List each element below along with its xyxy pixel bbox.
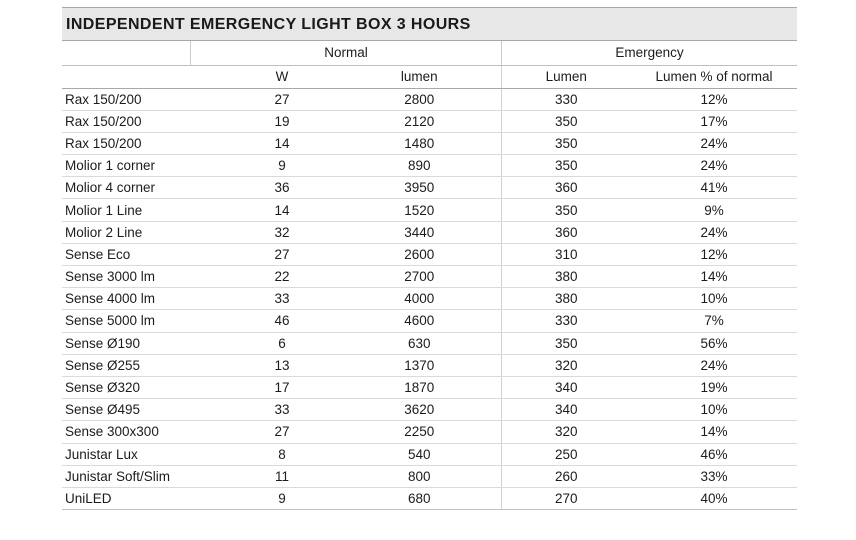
table-row	[62, 177, 797, 199]
group-header-spacer	[62, 41, 190, 65]
lumen-emergency-cell: 340	[501, 376, 631, 398]
lumen-normal-cell: 540	[338, 443, 501, 465]
lumen-pct-cell: 17%	[631, 110, 797, 132]
watt-cell: 14	[226, 132, 338, 154]
product-name-cell: Rax 150/200	[62, 110, 226, 132]
product-name-cell: Sense 3000 lm	[62, 266, 226, 288]
product-name-cell: Sense Ø190	[62, 332, 226, 354]
watt-cell: 17	[226, 376, 338, 398]
lumen-pct-cell: 9%	[631, 199, 797, 221]
product-name-cell: Sense 300x300	[62, 421, 226, 443]
table-row	[62, 221, 797, 243]
product-name-cell: Molior 4 corner	[62, 177, 226, 199]
table-title: INDEPENDENT EMERGENCY LIGHT BOX 3 HOURS	[62, 7, 797, 41]
table-row	[62, 310, 797, 332]
lumen-normal-cell: 2600	[338, 243, 501, 265]
lumen-normal-cell: 3440	[338, 221, 501, 243]
table-row	[62, 399, 797, 421]
watt-cell: 36	[226, 177, 338, 199]
lumen-emergency-cell: 380	[501, 266, 631, 288]
watt-cell: 33	[226, 288, 338, 310]
table-row	[62, 132, 797, 154]
lumen-emergency-cell: 320	[501, 421, 631, 443]
product-name-cell: Molior 2 Line	[62, 221, 226, 243]
product-name-cell: Sense 4000 lm	[62, 288, 226, 310]
lumen-emergency-cell: 350	[501, 332, 631, 354]
lumen-normal-cell: 2700	[338, 266, 501, 288]
table-row	[62, 110, 797, 132]
column-header-product	[62, 66, 226, 88]
product-name-cell: UniLED	[62, 487, 226, 509]
data-table	[62, 66, 797, 510]
lumen-emergency-cell: 330	[501, 310, 631, 332]
column-header-watt: W	[226, 66, 338, 88]
lumen-normal-cell: 1370	[338, 354, 501, 376]
lumen-pct-cell: 24%	[631, 155, 797, 177]
watt-cell: 19	[226, 110, 338, 132]
product-name-cell: Junistar Lux	[62, 443, 226, 465]
lumen-pct-cell: 10%	[631, 288, 797, 310]
lumen-pct-cell: 40%	[631, 487, 797, 509]
group-header-emergency: Emergency	[501, 41, 797, 65]
watt-cell: 22	[226, 266, 338, 288]
lumen-emergency-cell: 330	[501, 88, 631, 110]
lumen-pct-cell: 12%	[631, 88, 797, 110]
product-name-cell: Sense Ø495	[62, 399, 226, 421]
lumen-normal-cell: 1520	[338, 199, 501, 221]
lumen-normal-cell: 3620	[338, 399, 501, 421]
lumen-emergency-cell: 310	[501, 243, 631, 265]
watt-cell: 14	[226, 199, 338, 221]
column-header-lumen-emergency: Lumen	[501, 66, 631, 88]
watt-cell: 8	[226, 443, 338, 465]
table-row	[62, 199, 797, 221]
lumen-emergency-cell: 350	[501, 110, 631, 132]
group-header-normal: Normal	[190, 41, 501, 65]
watt-cell: 46	[226, 310, 338, 332]
column-header-lumen-pct: Lumen % of normal	[631, 66, 797, 88]
lumen-normal-cell: 680	[338, 487, 501, 509]
lumen-emergency-cell: 380	[501, 288, 631, 310]
watt-cell: 9	[226, 487, 338, 509]
watt-cell: 32	[226, 221, 338, 243]
table-row	[62, 288, 797, 310]
table-row	[62, 487, 797, 509]
lumen-pct-cell: 7%	[631, 310, 797, 332]
emergency-light-table	[62, 7, 797, 510]
table-row	[62, 266, 797, 288]
lumen-emergency-cell: 350	[501, 199, 631, 221]
table-row	[62, 376, 797, 398]
watt-cell: 13	[226, 354, 338, 376]
watt-cell: 9	[226, 155, 338, 177]
product-name-cell: Rax 150/200	[62, 88, 226, 110]
group-header-row	[62, 41, 797, 66]
lumen-emergency-cell: 260	[501, 465, 631, 487]
watt-cell: 27	[226, 243, 338, 265]
lumen-normal-cell: 630	[338, 332, 501, 354]
lumen-pct-cell: 24%	[631, 354, 797, 376]
table-row	[62, 332, 797, 354]
lumen-normal-cell: 4600	[338, 310, 501, 332]
product-name-cell: Molior 1 Line	[62, 199, 226, 221]
lumen-emergency-cell: 350	[501, 155, 631, 177]
lumen-pct-cell: 24%	[631, 132, 797, 154]
lumen-pct-cell: 14%	[631, 266, 797, 288]
column-header-lumen-normal: lumen	[338, 66, 501, 88]
table-row	[62, 465, 797, 487]
lumen-pct-cell: 19%	[631, 376, 797, 398]
watt-cell: 27	[226, 88, 338, 110]
lumen-normal-cell: 3950	[338, 177, 501, 199]
lumen-emergency-cell: 360	[501, 177, 631, 199]
lumen-pct-cell: 33%	[631, 465, 797, 487]
lumen-normal-cell: 2800	[338, 88, 501, 110]
lumen-emergency-cell: 340	[501, 399, 631, 421]
table-body	[62, 88, 797, 510]
table-row	[62, 243, 797, 265]
lumen-pct-cell: 14%	[631, 421, 797, 443]
lumen-pct-cell: 46%	[631, 443, 797, 465]
lumen-emergency-cell: 360	[501, 221, 631, 243]
product-name-cell: Junistar Soft/Slim	[62, 465, 226, 487]
product-name-cell: Rax 150/200	[62, 132, 226, 154]
product-name-cell: Sense 5000 lm	[62, 310, 226, 332]
lumen-normal-cell: 4000	[338, 288, 501, 310]
lumen-pct-cell: 41%	[631, 177, 797, 199]
lumen-normal-cell: 800	[338, 465, 501, 487]
lumen-normal-cell: 890	[338, 155, 501, 177]
lumen-pct-cell: 24%	[631, 221, 797, 243]
table-row	[62, 88, 797, 110]
column-header-row	[62, 66, 797, 88]
product-name-cell: Sense Eco	[62, 243, 226, 265]
lumen-normal-cell: 2250	[338, 421, 501, 443]
lumen-normal-cell: 2120	[338, 110, 501, 132]
lumen-pct-cell: 56%	[631, 332, 797, 354]
watt-cell: 6	[226, 332, 338, 354]
product-name-cell: Sense Ø255	[62, 354, 226, 376]
product-name-cell: Sense Ø320	[62, 376, 226, 398]
lumen-normal-cell: 1480	[338, 132, 501, 154]
table-row	[62, 443, 797, 465]
watt-cell: 33	[226, 399, 338, 421]
lumen-pct-cell: 10%	[631, 399, 797, 421]
product-name-cell: Molior 1 corner	[62, 155, 226, 177]
lumen-emergency-cell: 270	[501, 487, 631, 509]
lumen-emergency-cell: 320	[501, 354, 631, 376]
lumen-emergency-cell: 250	[501, 443, 631, 465]
watt-cell: 11	[226, 465, 338, 487]
table-row	[62, 354, 797, 376]
lumen-emergency-cell: 350	[501, 132, 631, 154]
table-row	[62, 421, 797, 443]
table-row	[62, 155, 797, 177]
lumen-normal-cell: 1870	[338, 376, 501, 398]
lumen-pct-cell: 12%	[631, 243, 797, 265]
watt-cell: 27	[226, 421, 338, 443]
